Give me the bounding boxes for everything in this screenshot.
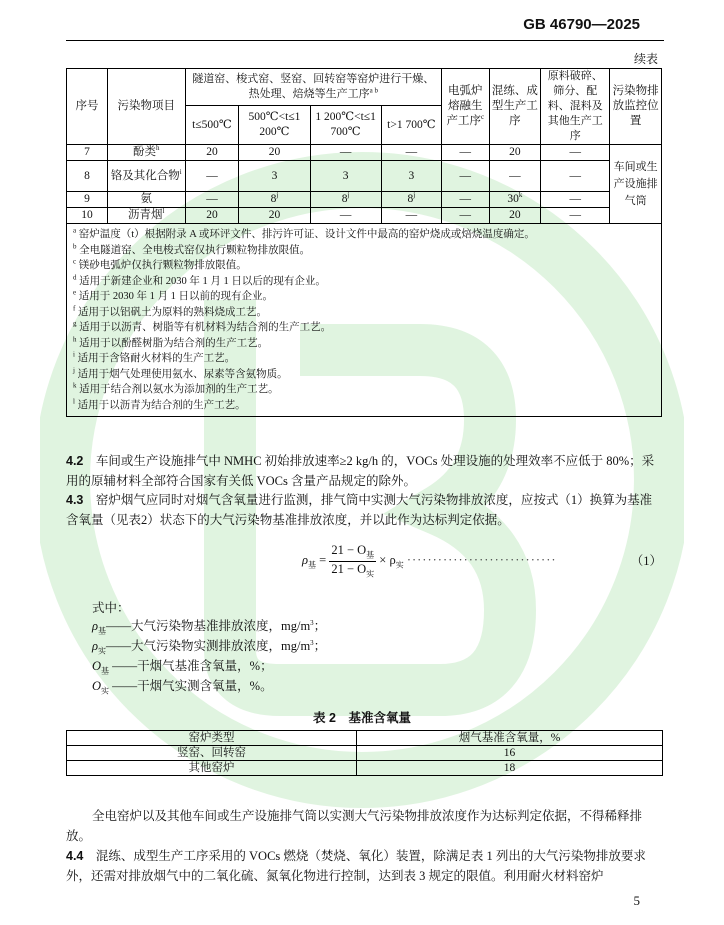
- value-sup: j: [413, 191, 416, 200]
- def-symbol: ρ: [92, 619, 98, 633]
- clause-4-3: [66, 490, 662, 530]
- monitor-location: 车间或生产设施排气筒: [610, 145, 662, 224]
- footnote: [73, 320, 655, 336]
- table-row: [67, 161, 662, 192]
- footnote-text: 全电隧道窑、全电梭式窑仅执行颗粒物排放限值。: [79, 244, 311, 256]
- row-value: [239, 192, 310, 208]
- row-value: 3: [239, 161, 310, 192]
- row-pollutant: [107, 161, 185, 192]
- footnote-text: 适用于结合剂以氨水为添加剂的生产工艺。: [79, 384, 279, 395]
- table-head-row-1: [67, 69, 662, 106]
- emission-limits-table: [66, 68, 662, 417]
- footnote-text: 镁砂电弧炉仅执行颗粒物排放限值。: [78, 260, 247, 271]
- header-kiln-group: [185, 69, 442, 106]
- clause-4-2: [66, 451, 662, 491]
- footnote-mark: k: [73, 381, 77, 390]
- table2-header: 烟气基准含氧量，%: [357, 731, 663, 746]
- row-value: 20: [239, 145, 310, 161]
- formula-numerator: [329, 543, 376, 562]
- row-value: [381, 192, 441, 208]
- footnote-text: 适用于含铬耐火材料的生产工艺。: [77, 353, 236, 364]
- header-temp-col: t≤500℃: [185, 106, 239, 145]
- row-pollutant: [107, 145, 185, 161]
- header-raw: 原料破碎、筛分、配料、混料及其他生产工序: [541, 69, 610, 145]
- row-value: —: [381, 208, 441, 224]
- footnote-mark: a: [73, 226, 77, 235]
- reference-oxygen-table: [66, 730, 663, 776]
- page-number: 5: [633, 893, 640, 908]
- row-value: —: [541, 208, 610, 224]
- def-sub: 基: [101, 666, 110, 676]
- row-value: 20: [185, 145, 239, 161]
- formula-lhs-sub: 基: [308, 560, 316, 570]
- clause-number: 4.4: [66, 849, 84, 863]
- pollutant-sup: i: [179, 167, 182, 176]
- formula-rhs-sub: 实: [395, 560, 404, 570]
- def-text: ——大气污染物基准排放浓度，mg/m: [106, 619, 311, 633]
- clause-number: 4.2: [66, 454, 84, 468]
- denominator-text: 21 − O: [331, 561, 367, 576]
- footnote-text: 适用于烟气处理使用氨水、尿素等含氨物质。: [77, 368, 288, 380]
- pollutant-name: 氨: [140, 193, 152, 205]
- clause-4-4: [66, 846, 662, 886]
- footnotes-cell: [67, 224, 662, 417]
- row-value: [489, 192, 541, 208]
- row-value: —: [442, 145, 489, 161]
- table2-caption: 表 2 基准含氧量: [313, 711, 411, 725]
- table2-header: 窑炉类型: [67, 731, 357, 746]
- footnote-text: 适用于以沥青、树脂等有机材料为结合剂的生产工艺。: [79, 322, 332, 333]
- footnote-text: 适用于以铝矾土为原料的熟料烧成工艺。: [77, 306, 267, 318]
- pollutant-name: 酚类: [133, 146, 156, 158]
- clause-text: 窑炉烟气应同时对烟气含氧量进行监测，排气筒中实测大气污染物排放浓度，应按式（1）换算为基准含氧量（见表2）状态下的大气污染物基准排放浓度，并以此作为达标判定依据。: [66, 493, 653, 527]
- row-value: —: [442, 192, 489, 208]
- row-value: [310, 192, 381, 208]
- formula-1: [302, 543, 662, 579]
- footnote-text: 适用于 2030 年 1 月 1 日以前的现有企业。: [78, 291, 273, 302]
- denominator-sub: 实: [366, 569, 375, 578]
- def-symbol: ρ: [92, 639, 98, 653]
- def-end: ；: [313, 619, 327, 633]
- value-text: 30: [507, 193, 519, 205]
- footnote-mark: b: [73, 242, 77, 250]
- def-sub: 基: [98, 626, 106, 636]
- row-value: 20: [489, 145, 541, 161]
- header-mix: 混练、成型生产工序: [489, 69, 541, 145]
- footnote-text: 适用于以沥青为结合剂的生产工艺。: [77, 399, 246, 411]
- row-value: —: [310, 145, 381, 161]
- numerator-sub: 基: [366, 550, 375, 560]
- value-sup: j: [347, 191, 350, 200]
- footnote-mark: j: [73, 366, 75, 374]
- row-value: 20: [489, 208, 541, 224]
- footnote: [73, 336, 655, 352]
- header-temp-col: 1 200℃<t≤1 700℃: [310, 106, 381, 145]
- header-temp-col: 500℃<t≤1 200℃: [239, 106, 310, 145]
- row-value: —: [381, 145, 441, 161]
- kiln-type: 其他窑炉: [67, 761, 357, 776]
- row-value: 20: [185, 208, 239, 224]
- pollutant-sup: l: [162, 207, 165, 216]
- row-value: —: [310, 208, 381, 224]
- header-kiln-group-text: 隧道窑、梭式窑、竖窑、回转窑等窑炉进行干燥、热处理、焙烧等生产工序: [192, 73, 435, 100]
- header-seq: 序号: [67, 69, 108, 145]
- numerator-text: 21 − O: [331, 543, 367, 557]
- oxygen-value: 16: [357, 746, 663, 761]
- formula-dots: ·····························: [406, 552, 557, 567]
- def-sub: 实: [101, 686, 110, 696]
- footnote: [73, 351, 655, 367]
- row-value: —: [442, 161, 489, 192]
- footnote: [73, 305, 655, 321]
- clause-number: 4.3: [66, 493, 84, 507]
- footnote: [73, 367, 655, 383]
- row-no: 9: [67, 192, 108, 208]
- footnote-text: 窑炉温度（t）根据附录 A 或环评文件、排污许可证、设计文件中最高的窑炉烧成或焙烧温度确定。: [78, 229, 535, 240]
- row-value: 3: [310, 161, 381, 192]
- table-row: [67, 208, 662, 224]
- header-arc: [442, 69, 489, 145]
- value-text: 8: [407, 193, 414, 205]
- row-value: —: [185, 161, 239, 192]
- footnote-mark: c: [73, 257, 77, 266]
- row-value: —: [185, 192, 239, 208]
- formula-label: （1）: [630, 554, 662, 568]
- formula-rhs: × ρ: [379, 552, 396, 567]
- def-symbol: O: [92, 679, 102, 693]
- footnote: [73, 243, 655, 259]
- header-rule: [66, 40, 664, 41]
- table-row: [67, 746, 663, 761]
- value-text: 8: [341, 193, 348, 205]
- def-sub: 实: [98, 646, 106, 656]
- where-label: 式中：: [92, 601, 130, 615]
- clause-text: 混练、成型生产工序采用的 VOCs 燃烧（焚烧、氧化）装置，除满足表 1 列出的大气污染物排放要求外，还需对排放烟气中的二氧化硫、氮氧化物进行控制，达到表 3 规定的限值。利用耐火材料窑炉: [66, 849, 646, 883]
- footnote-mark: e: [73, 288, 77, 297]
- table-row: [67, 761, 663, 776]
- oxygen-value: 18: [357, 761, 663, 776]
- header-arc-sup: c: [480, 113, 485, 122]
- footnote-mark: f: [73, 304, 76, 312]
- footnotes-row: [67, 224, 662, 417]
- header-kiln-group-sup: a b: [369, 86, 378, 95]
- formula-fraction: [329, 543, 376, 579]
- pollutant-sup: h: [156, 144, 160, 153]
- footnote-mark: i: [73, 350, 75, 359]
- def-sup: 3: [310, 618, 314, 627]
- formula-denominator: [329, 562, 376, 580]
- row-value: 3: [381, 161, 441, 192]
- def-text: ——大气污染物实测排放浓度，mg/m: [106, 639, 311, 653]
- footnote: [73, 398, 655, 414]
- clause-text: 车间或生产设施排气中 NMHC 初始排放速率≥2 kg/h 的，VOCs 处理设施的处理效率不应低于 80%；采用的原辅材料全部符合国家有关低 VOCs 含量产品规定的除外。: [66, 454, 655, 488]
- kiln-type: 竖窑、回转窑: [67, 746, 357, 761]
- row-value: 20: [239, 208, 310, 224]
- def-text: ——干烟气基准含氧量，%；: [109, 659, 273, 673]
- value-text: 8: [270, 193, 277, 205]
- value-sup: k: [518, 191, 523, 200]
- pollutant-name: 沥青烟: [128, 209, 163, 221]
- footnote-mark: d: [73, 273, 77, 281]
- row-pollutant: [107, 208, 185, 224]
- standard-number: GB 46790—2025: [523, 16, 640, 33]
- def-text: ——干烟气实测含氧量，%。: [109, 679, 273, 693]
- electric-kiln-paragraph: 全电窑炉以及其他车间或生产设施排气筒以实测大气污染物排放浓度作为达标判定依据，不得稀释排放。: [66, 809, 643, 843]
- header-arc-text: 电弧炉熔融生产工序: [446, 85, 483, 127]
- row-pollutant: [107, 192, 185, 208]
- table-row: [67, 145, 662, 161]
- row-value: —: [442, 208, 489, 224]
- row-value: —: [489, 161, 541, 192]
- footnote-mark: g: [73, 319, 77, 328]
- def-symbol: O: [92, 659, 102, 673]
- header-monitor: 污染物排放监控位置: [610, 69, 662, 145]
- footnote: [73, 382, 655, 398]
- footnote-text: 适用于以酚醛树脂为结合剂的生产工艺。: [79, 337, 269, 349]
- row-value: —: [541, 145, 610, 161]
- footnote: [73, 227, 655, 243]
- definition: [92, 676, 273, 702]
- row-no: 10: [67, 208, 108, 224]
- footnote: [73, 274, 655, 290]
- def-end: ；: [313, 639, 327, 653]
- footnote-mark: h: [73, 335, 77, 343]
- table-row: [67, 192, 662, 208]
- footnote: [73, 258, 655, 274]
- row-value: —: [541, 161, 610, 192]
- continued-label: 续表: [633, 52, 658, 66]
- pollutant-name: 铬及其化合物: [110, 169, 180, 182]
- formula-lhs: ρ: [302, 552, 308, 567]
- header-temp-col: t>1 700℃: [381, 106, 441, 145]
- row-no: 7: [67, 145, 108, 161]
- footnote-text: 适用于新建企业和 2030 年 1 月 1 日以后的现有企业。: [79, 275, 326, 287]
- header-pollutant: 污染物项目: [107, 69, 185, 145]
- footnote: [73, 289, 655, 305]
- def-sup: 3: [310, 638, 314, 647]
- row-no: 8: [67, 161, 108, 192]
- equals-sign: =: [319, 552, 327, 567]
- row-value: —: [541, 192, 610, 208]
- footnote-mark: l: [73, 397, 75, 405]
- value-sup: j: [276, 191, 279, 200]
- table2-header-row: [67, 731, 663, 746]
